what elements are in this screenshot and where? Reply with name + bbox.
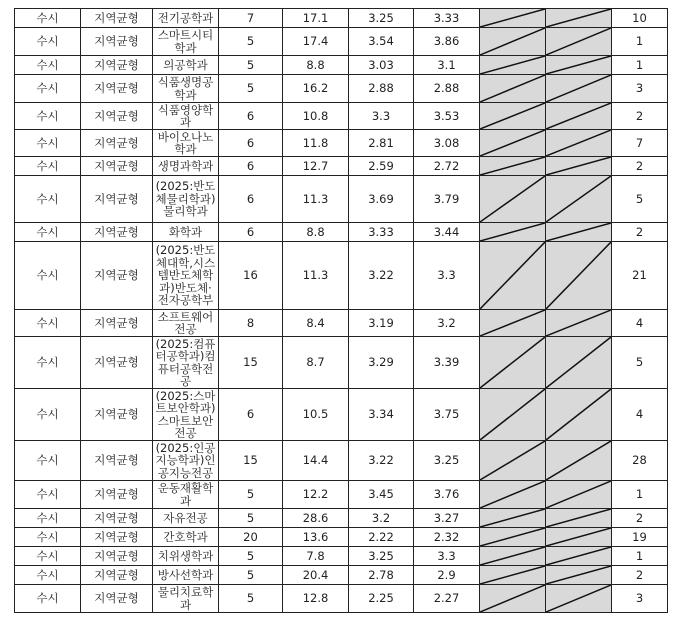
empty-cell-b xyxy=(546,130,612,157)
grade-cut-cell: 3.25 xyxy=(414,441,480,481)
quota-cell: 5 xyxy=(219,56,283,75)
admission-type-cell: 수시 xyxy=(15,103,81,130)
track-cell: 지역균형 xyxy=(81,223,153,242)
table-row xyxy=(15,566,668,585)
quota-cell: 15 xyxy=(219,337,283,389)
track-cell: 지역균형 xyxy=(81,103,153,130)
grade-avg-cell: 2.22 xyxy=(349,528,414,547)
admission-type-cell: 수시 xyxy=(15,157,81,176)
diagonal-slash-icon xyxy=(546,547,611,565)
empty-cell-b xyxy=(546,28,612,56)
diagonal-slash-icon xyxy=(480,75,545,102)
track-cell: 지역균형 xyxy=(81,481,153,509)
competition-ratio-cell: 8.4 xyxy=(283,310,349,337)
quota-cell: 8 xyxy=(219,310,283,337)
competition-ratio-cell: 28.6 xyxy=(283,509,349,528)
diagonal-slash-icon xyxy=(480,441,545,480)
grade-avg-cell: 3.54 xyxy=(349,28,414,56)
empty-cell-b xyxy=(546,157,612,176)
competition-ratio-cell: 17.4 xyxy=(283,28,349,56)
admission-type-cell: 수시 xyxy=(15,528,81,547)
grade-cut-cell: 3.53 xyxy=(414,103,480,130)
department-cell: (2025:컴퓨터공학과)컴퓨터공학전공 xyxy=(153,337,219,389)
table-row xyxy=(15,56,668,75)
empty-cell-a xyxy=(480,481,546,509)
empty-cell-b xyxy=(546,337,612,389)
empty-cell-b xyxy=(546,481,612,509)
diagonal-slash-icon xyxy=(546,389,611,440)
table-row xyxy=(15,157,668,176)
empty-cell-b xyxy=(546,310,612,337)
competition-ratio-cell: 12.8 xyxy=(283,585,349,613)
additional-pass-cell: 3 xyxy=(612,585,668,613)
grade-avg-cell: 2.78 xyxy=(349,566,414,585)
diagonal-slash-icon xyxy=(480,481,545,508)
department-cell: 자유전공 xyxy=(153,509,219,528)
track-cell: 지역균형 xyxy=(81,528,153,547)
diagonal-slash-icon xyxy=(546,9,611,27)
table-row xyxy=(15,441,668,481)
quota-cell: 15 xyxy=(219,441,283,481)
track-cell: 지역균형 xyxy=(81,176,153,223)
grade-avg-cell: 3.3 xyxy=(349,103,414,130)
additional-pass-cell: 19 xyxy=(612,528,668,547)
additional-pass-cell: 4 xyxy=(612,310,668,337)
diagonal-slash-icon xyxy=(546,75,611,102)
diagonal-slash-icon xyxy=(480,337,545,388)
diagonal-slash-icon xyxy=(546,157,611,175)
competition-ratio-cell: 8.8 xyxy=(283,223,349,242)
grade-cut-cell: 2.9 xyxy=(414,566,480,585)
additional-pass-cell: 21 xyxy=(612,242,668,310)
grade-cut-cell: 3.08 xyxy=(414,130,480,157)
additional-pass-cell: 5 xyxy=(612,176,668,223)
grade-avg-cell: 2.59 xyxy=(349,157,414,176)
table-row xyxy=(15,509,668,528)
diagonal-slash-icon xyxy=(480,130,545,156)
admission-type-cell: 수시 xyxy=(15,585,81,613)
table-row xyxy=(15,75,668,103)
grade-avg-cell: 3.69 xyxy=(349,176,414,223)
department-cell: (2025:반도체대학,시스템반도체학과)반도체·전자공학부 xyxy=(153,242,219,310)
admission-type-cell: 수시 xyxy=(15,566,81,585)
grade-avg-cell: 3.22 xyxy=(349,441,414,481)
diagonal-slash-icon xyxy=(546,337,611,388)
department-cell: (2025:스마트보안학과)스마트보안전공 xyxy=(153,389,219,441)
grade-cut-cell: 3.76 xyxy=(414,481,480,509)
empty-cell-b xyxy=(546,547,612,566)
quota-cell: 7 xyxy=(219,9,283,28)
empty-cell-b xyxy=(546,509,612,528)
track-cell: 지역균형 xyxy=(81,75,153,103)
quota-cell: 5 xyxy=(219,75,283,103)
grade-cut-cell: 2.72 xyxy=(414,157,480,176)
track-cell: 지역균형 xyxy=(81,585,153,613)
department-cell: 치위생학과 xyxy=(153,547,219,566)
diagonal-slash-icon xyxy=(480,547,545,565)
track-cell: 지역균형 xyxy=(81,242,153,310)
department-cell: 바이오나노학과 xyxy=(153,130,219,157)
empty-cell-a xyxy=(480,103,546,130)
department-cell: 간호학과 xyxy=(153,528,219,547)
empty-cell-a xyxy=(480,441,546,481)
empty-cell-b xyxy=(546,585,612,613)
empty-cell-a xyxy=(480,176,546,223)
empty-cell-a xyxy=(480,157,546,176)
empty-cell-a xyxy=(480,509,546,528)
quota-cell: 6 xyxy=(219,157,283,176)
competition-ratio-cell: 8.7 xyxy=(283,337,349,389)
track-cell: 지역균형 xyxy=(81,157,153,176)
diagonal-slash-icon xyxy=(480,28,545,55)
table-row xyxy=(15,528,668,547)
diagonal-slash-icon xyxy=(546,441,611,480)
admission-type-cell: 수시 xyxy=(15,509,81,528)
diagonal-slash-icon xyxy=(480,103,545,129)
admission-type-cell: 수시 xyxy=(15,223,81,242)
additional-pass-cell: 3 xyxy=(612,75,668,103)
additional-pass-cell: 1 xyxy=(612,56,668,75)
table-row xyxy=(15,547,668,566)
track-cell: 지역균형 xyxy=(81,28,153,56)
diagonal-slash-icon xyxy=(546,509,611,527)
competition-ratio-cell: 10.8 xyxy=(283,103,349,130)
admission-type-cell: 수시 xyxy=(15,310,81,337)
track-cell: 지역균형 xyxy=(81,310,153,337)
table-row xyxy=(15,223,668,242)
empty-cell-b xyxy=(546,103,612,130)
table-row xyxy=(15,481,668,509)
empty-cell-b xyxy=(546,9,612,28)
diagonal-slash-icon xyxy=(546,130,611,156)
competition-ratio-cell: 13.6 xyxy=(283,528,349,547)
additional-pass-cell: 1 xyxy=(612,28,668,56)
department-cell: 생명과학과 xyxy=(153,157,219,176)
competition-ratio-cell: 14.4 xyxy=(283,441,349,481)
competition-ratio-cell: 8.8 xyxy=(283,56,349,75)
quota-cell: 6 xyxy=(219,130,283,157)
diagonal-slash-icon xyxy=(546,176,611,222)
department-cell: 전기공학과 xyxy=(153,9,219,28)
department-cell: 운동재활학과 xyxy=(153,481,219,509)
grade-avg-cell: 2.81 xyxy=(349,130,414,157)
department-cell: 물리치료학과 xyxy=(153,585,219,613)
grade-avg-cell: 3.29 xyxy=(349,337,414,389)
admission-type-cell: 수시 xyxy=(15,130,81,157)
empty-cell-a xyxy=(480,130,546,157)
additional-pass-cell: 2 xyxy=(612,566,668,585)
quota-cell: 5 xyxy=(219,585,283,613)
competition-ratio-cell: 7.8 xyxy=(283,547,349,566)
diagonal-slash-icon xyxy=(480,585,545,612)
department-cell: 의공학과 xyxy=(153,56,219,75)
competition-ratio-cell: 11.3 xyxy=(283,176,349,223)
empty-cell-a xyxy=(480,9,546,28)
admission-type-cell: 수시 xyxy=(15,547,81,566)
grade-cut-cell: 3.33 xyxy=(414,9,480,28)
track-cell: 지역균형 xyxy=(81,56,153,75)
diagonal-slash-icon xyxy=(480,509,545,527)
diagonal-slash-icon xyxy=(546,528,611,546)
department-cell: 식품영양학과 xyxy=(153,103,219,130)
additional-pass-cell: 2 xyxy=(612,509,668,528)
grade-cut-cell: 3.39 xyxy=(414,337,480,389)
empty-cell-a xyxy=(480,75,546,103)
table-row xyxy=(15,585,668,613)
diagonal-slash-icon xyxy=(480,310,545,336)
diagonal-slash-icon xyxy=(546,585,611,612)
diagonal-slash-icon xyxy=(480,56,545,74)
empty-cell-a xyxy=(480,310,546,337)
admissions-table xyxy=(14,8,668,613)
additional-pass-cell: 10 xyxy=(612,9,668,28)
admission-type-cell: 수시 xyxy=(15,481,81,509)
grade-cut-cell: 3.27 xyxy=(414,509,480,528)
competition-ratio-cell: 20.4 xyxy=(283,566,349,585)
track-cell: 지역균형 xyxy=(81,389,153,441)
diagonal-slash-icon xyxy=(546,310,611,336)
empty-cell-a xyxy=(480,585,546,613)
admission-type-cell: 수시 xyxy=(15,75,81,103)
grade-cut-cell: 3.2 xyxy=(414,310,480,337)
empty-cell-a xyxy=(480,528,546,547)
department-cell: 소프트웨어전공 xyxy=(153,310,219,337)
admission-type-cell: 수시 xyxy=(15,28,81,56)
diagonal-slash-icon xyxy=(480,176,545,222)
track-cell: 지역균형 xyxy=(81,441,153,481)
empty-cell-b xyxy=(546,176,612,223)
additional-pass-cell: 1 xyxy=(612,481,668,509)
quota-cell: 6 xyxy=(219,223,283,242)
empty-cell-a xyxy=(480,547,546,566)
table-row xyxy=(15,9,668,28)
grade-avg-cell: 3.25 xyxy=(349,9,414,28)
empty-cell-a xyxy=(480,28,546,56)
competition-ratio-cell: 12.2 xyxy=(283,481,349,509)
department-cell: (2025:반도체물리학과)물리학과 xyxy=(153,176,219,223)
diagonal-slash-icon xyxy=(480,242,545,309)
additional-pass-cell: 2 xyxy=(612,103,668,130)
empty-cell-a xyxy=(480,56,546,75)
grade-avg-cell: 3.25 xyxy=(349,547,414,566)
diagonal-slash-icon xyxy=(480,9,545,27)
additional-pass-cell: 2 xyxy=(612,223,668,242)
grade-avg-cell: 3.19 xyxy=(349,310,414,337)
grade-cut-cell: 2.88 xyxy=(414,75,480,103)
admission-type-cell: 수시 xyxy=(15,9,81,28)
grade-cut-cell: 3.75 xyxy=(414,389,480,441)
grade-avg-cell: 3.22 xyxy=(349,242,414,310)
grade-avg-cell: 3.45 xyxy=(349,481,414,509)
empty-cell-a xyxy=(480,337,546,389)
additional-pass-cell: 28 xyxy=(612,441,668,481)
quota-cell: 20 xyxy=(219,528,283,547)
diagonal-slash-icon xyxy=(480,528,545,546)
table-row xyxy=(15,389,668,441)
grade-cut-cell: 3.3 xyxy=(414,547,480,566)
empty-cell-b xyxy=(546,566,612,585)
table-row xyxy=(15,28,668,56)
empty-cell-b xyxy=(546,441,612,481)
department-cell: 화학과 xyxy=(153,223,219,242)
grade-cut-cell: 3.86 xyxy=(414,28,480,56)
empty-cell-a xyxy=(480,389,546,441)
grade-avg-cell: 3.03 xyxy=(349,56,414,75)
table-row xyxy=(15,337,668,389)
department-cell: 방사선학과 xyxy=(153,566,219,585)
grade-avg-cell: 3.33 xyxy=(349,223,414,242)
department-cell: (2025:인공지능학과)인공지능전공 xyxy=(153,441,219,481)
quota-cell: 6 xyxy=(219,176,283,223)
quota-cell: 6 xyxy=(219,389,283,441)
competition-ratio-cell: 10.5 xyxy=(283,389,349,441)
grade-avg-cell: 2.88 xyxy=(349,75,414,103)
table-row xyxy=(15,310,668,337)
competition-ratio-cell: 16.2 xyxy=(283,75,349,103)
quota-cell: 5 xyxy=(219,566,283,585)
competition-ratio-cell: 12.7 xyxy=(283,157,349,176)
empty-cell-b xyxy=(546,389,612,441)
additional-pass-cell: 4 xyxy=(612,389,668,441)
grade-cut-cell: 3.3 xyxy=(414,242,480,310)
diagonal-slash-icon xyxy=(546,566,611,584)
grade-avg-cell: 2.25 xyxy=(349,585,414,613)
additional-pass-cell: 7 xyxy=(612,130,668,157)
grade-avg-cell: 3.34 xyxy=(349,389,414,441)
admission-type-cell: 수시 xyxy=(15,176,81,223)
admission-type-cell: 수시 xyxy=(15,242,81,310)
table-row xyxy=(15,176,668,223)
admission-type-cell: 수시 xyxy=(15,441,81,481)
grade-cut-cell: 2.27 xyxy=(414,585,480,613)
grade-cut-cell: 3.44 xyxy=(414,223,480,242)
track-cell: 지역균형 xyxy=(81,547,153,566)
track-cell: 지역균형 xyxy=(81,337,153,389)
quota-cell: 6 xyxy=(219,103,283,130)
empty-cell-b xyxy=(546,223,612,242)
grade-avg-cell: 3.2 xyxy=(349,509,414,528)
diagonal-slash-icon xyxy=(480,157,545,175)
diagonal-slash-icon xyxy=(480,566,545,584)
additional-pass-cell: 1 xyxy=(612,547,668,566)
diagonal-slash-icon xyxy=(546,242,611,309)
admission-type-cell: 수시 xyxy=(15,389,81,441)
track-cell: 지역균형 xyxy=(81,130,153,157)
admission-type-cell: 수시 xyxy=(15,56,81,75)
empty-cell-a xyxy=(480,223,546,242)
grade-cut-cell: 3.79 xyxy=(414,176,480,223)
diagonal-slash-icon xyxy=(546,56,611,74)
competition-ratio-cell: 11.8 xyxy=(283,130,349,157)
quota-cell: 16 xyxy=(219,242,283,310)
empty-cell-b xyxy=(546,56,612,75)
track-cell: 지역균형 xyxy=(81,566,153,585)
quota-cell: 5 xyxy=(219,28,283,56)
empty-cell-a xyxy=(480,242,546,310)
table-body xyxy=(15,9,668,613)
diagonal-slash-icon xyxy=(480,389,545,440)
department-cell: 식품생명공학과 xyxy=(153,75,219,103)
grade-cut-cell: 2.32 xyxy=(414,528,480,547)
track-cell: 지역균형 xyxy=(81,9,153,28)
quota-cell: 5 xyxy=(219,547,283,566)
quota-cell: 5 xyxy=(219,509,283,528)
empty-cell-b xyxy=(546,242,612,310)
empty-cell-b xyxy=(546,528,612,547)
empty-cell-a xyxy=(480,566,546,585)
competition-ratio-cell: 11.3 xyxy=(283,242,349,310)
diagonal-slash-icon xyxy=(546,481,611,508)
empty-cell-b xyxy=(546,75,612,103)
competition-ratio-cell: 17.1 xyxy=(283,9,349,28)
diagonal-slash-icon xyxy=(546,223,611,241)
diagonal-slash-icon xyxy=(546,28,611,55)
grade-cut-cell: 3.1 xyxy=(414,56,480,75)
table-row xyxy=(15,242,668,310)
diagonal-slash-icon xyxy=(546,103,611,129)
table-row xyxy=(15,103,668,130)
additional-pass-cell: 2 xyxy=(612,157,668,176)
diagonal-slash-icon xyxy=(480,223,545,241)
table-row xyxy=(15,130,668,157)
admission-type-cell: 수시 xyxy=(15,337,81,389)
track-cell: 지역균형 xyxy=(81,509,153,528)
quota-cell: 5 xyxy=(219,481,283,509)
additional-pass-cell: 5 xyxy=(612,337,668,389)
department-cell: 스마트시티학과 xyxy=(153,28,219,56)
